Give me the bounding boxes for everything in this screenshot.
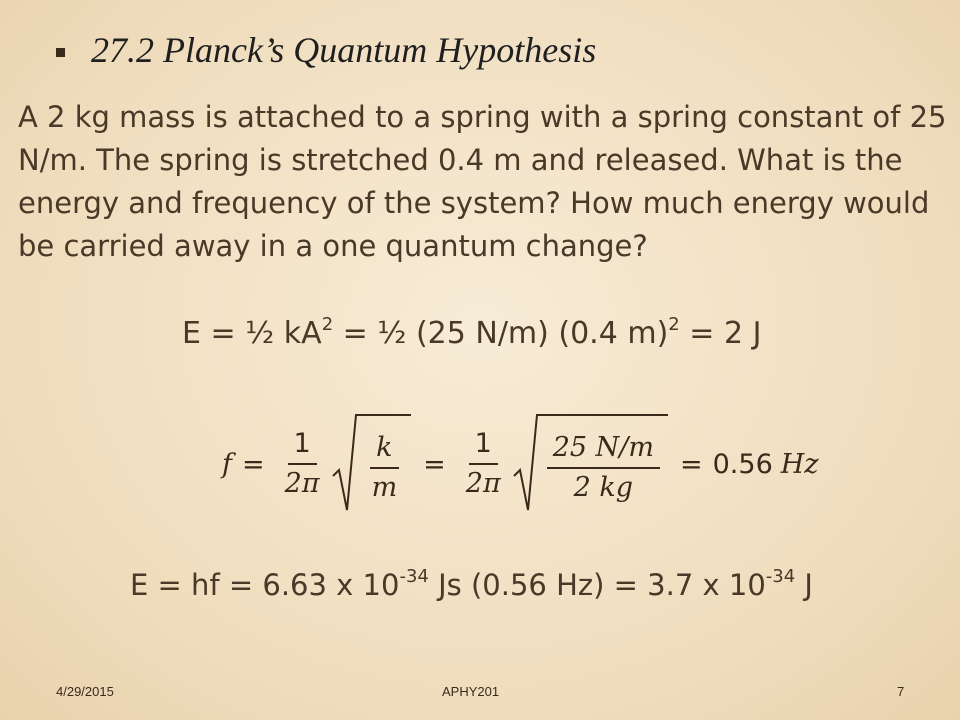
problem-statement: A 2 kg mass is attached to a spring with a spring constant of 25 N/m. The spring is stretched 0.4 m and released. What is the energy and frequency of the system? How much energy would be carried away in a one quantum change? (18, 100, 947, 263)
footer-date: 4/29/2015 (56, 684, 114, 699)
frequency-equation (222, 404, 819, 524)
fraction-denominator: 2 kg (573, 472, 634, 503)
fraction-denominator: 2π (284, 468, 320, 499)
footer-page-number: 7 (897, 684, 905, 699)
fraction-denominator: m (371, 472, 398, 503)
energy-eq-lhs: E = ½ kA (182, 316, 322, 351)
radical-sign-icon (513, 414, 539, 514)
square-bullet-icon (56, 48, 65, 57)
quantum-eq-part: J (795, 568, 813, 602)
fraction-one-over-two-pi (279, 429, 326, 499)
quantum-eq-exponent: -34 (399, 566, 429, 587)
fraction-numerator: 1 (469, 429, 498, 465)
quantum-energy-equation (130, 566, 813, 602)
square-root-values (513, 414, 668, 514)
footer-course: APHY201 (442, 684, 500, 699)
quantum-eq-part: Js (0.56 Hz) = 3.7 x 10 (428, 568, 766, 602)
fraction-one-over-two-pi (460, 429, 507, 499)
energy-eq-result: = 2 J (679, 316, 762, 351)
radicand (539, 414, 668, 514)
frequency-unit: Hz (780, 448, 819, 480)
energy-eq-exponent: 2 (668, 314, 680, 335)
quantum-eq-exponent: -34 (765, 566, 796, 587)
radicand (358, 414, 412, 514)
radical-sign-icon (332, 414, 358, 514)
energy-eq-exponent: 2 (321, 314, 334, 335)
fraction-denominator: 2π (465, 468, 501, 499)
equals-sign: = (423, 448, 446, 480)
energy-equation (182, 314, 761, 351)
fraction-numerator: k (370, 433, 398, 469)
fraction-values (547, 433, 660, 503)
equals-sign: = (680, 448, 703, 480)
energy-eq-middle: = ½ (25 N/m) (0.4 m) (333, 316, 669, 351)
square-root-k-over-m (332, 414, 412, 514)
title-row (56, 26, 596, 74)
slide-title: 27.2 Planck’s Quantum Hypothesis (91, 30, 597, 70)
equals-sign: = (242, 448, 265, 480)
fraction-k-over-m (366, 433, 404, 503)
fraction-numerator: 1 (288, 429, 317, 465)
frequency-symbol: f (222, 448, 232, 480)
frequency-result: 0.56 (712, 448, 773, 480)
quantum-eq-part: E = hf = 6.63 x 10 (130, 568, 400, 602)
fraction-numerator: 25 N/m (547, 433, 660, 469)
